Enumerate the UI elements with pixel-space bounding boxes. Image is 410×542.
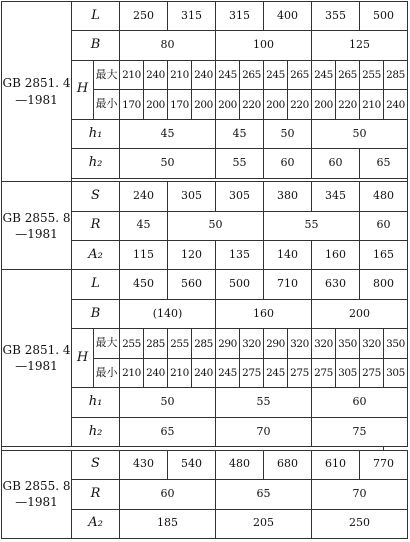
standard-code: GB 2851. 4 [2, 343, 71, 358]
value-cell: 610 [312, 450, 360, 479]
value-cell: 350 [336, 329, 360, 358]
value-cell: 200 [312, 299, 408, 328]
value-cell: 480 [216, 450, 264, 479]
value-cell: 210 [168, 358, 192, 387]
value-cell: 255 [360, 60, 384, 89]
value-cell: 220 [288, 90, 312, 119]
value-cell: 380 [264, 182, 312, 211]
value-cell: 255 [120, 329, 144, 358]
dimension-table [1, 1, 408, 539]
max-label: 最大 [94, 329, 120, 358]
value-cell: 285 [384, 60, 408, 89]
value-cell: 60 [120, 480, 216, 509]
value-cell: 200 [192, 90, 216, 119]
value-cell: 210 [168, 60, 192, 89]
row-L-1 [2, 2, 408, 31]
value-cell: 100 [216, 31, 312, 60]
param-label-A2: A₂ [72, 509, 120, 539]
value-cell: 140 [264, 241, 312, 270]
param-label-A2: A₂ [72, 241, 120, 270]
value-cell: 50 [312, 119, 408, 148]
value-cell: 255 [168, 329, 192, 358]
value-cell: 320 [312, 329, 336, 358]
value-cell: 185 [120, 509, 216, 539]
value-cell: 245 [264, 60, 288, 89]
param-label-B: B [72, 31, 120, 60]
value-cell: (140) [120, 299, 216, 328]
value-cell: 60 [264, 149, 312, 178]
value-cell: 350 [384, 329, 408, 358]
value-cell: 45 [120, 211, 168, 240]
value-cell: 285 [192, 329, 216, 358]
value-cell: 205 [216, 509, 312, 539]
value-cell: 60 [312, 388, 408, 417]
value-cell: 560 [168, 270, 216, 299]
param-label-S: S [72, 182, 120, 211]
value-cell: 305 [336, 358, 360, 387]
value-cell: 200 [312, 90, 336, 119]
value-cell: 265 [288, 60, 312, 89]
row-S-4 [2, 450, 408, 479]
value-cell: 630 [312, 270, 360, 299]
row-L-3 [2, 270, 408, 299]
param-label-h2: h₂ [72, 417, 120, 446]
value-cell: 220 [240, 90, 264, 119]
value-cell: 70 [312, 480, 408, 509]
value-cell: 50 [120, 149, 216, 178]
value-cell: 50 [120, 388, 216, 417]
value-cell: 245 [312, 60, 336, 89]
param-label-h2: h₂ [72, 149, 120, 178]
value-cell: 240 [120, 182, 168, 211]
min-label: 最小 [94, 358, 120, 387]
param-label-h1: h₁ [72, 119, 120, 148]
value-cell: 275 [240, 358, 264, 387]
value-cell: 240 [192, 60, 216, 89]
param-label-h1: h₁ [72, 388, 120, 417]
value-cell: 320 [240, 329, 264, 358]
value-cell: 75 [312, 417, 408, 446]
value-cell: 500 [216, 270, 264, 299]
value-cell: 285 [144, 329, 168, 358]
value-cell: 245 [264, 358, 288, 387]
value-cell: 160 [312, 241, 360, 270]
standard-cell-gb2851-b [2, 270, 72, 447]
value-cell: 680 [264, 450, 312, 479]
value-cell: 315 [216, 2, 264, 31]
value-cell: 540 [168, 450, 216, 479]
value-cell: 500 [360, 2, 408, 31]
value-cell: 305 [168, 182, 216, 211]
param-label-S: S [72, 450, 120, 479]
param-label-H: H [72, 60, 94, 119]
value-cell: 265 [336, 60, 360, 89]
value-cell: 245 [216, 60, 240, 89]
value-cell: 65 [360, 149, 408, 178]
value-cell: 115 [120, 241, 168, 270]
value-cell: 200 [216, 90, 240, 119]
min-label: 最小 [94, 90, 120, 119]
value-cell: 240 [192, 358, 216, 387]
standard-cell-gb2855-a [2, 182, 72, 270]
max-label: 最大 [94, 60, 120, 89]
value-cell: 50 [264, 119, 312, 148]
value-cell: 170 [120, 90, 144, 119]
value-cell: 345 [312, 182, 360, 211]
param-label-R: R [72, 211, 120, 240]
value-cell: 210 [120, 358, 144, 387]
param-label-L: L [72, 2, 120, 31]
value-cell: 250 [312, 509, 408, 539]
value-cell: 800 [360, 270, 408, 299]
value-cell: 450 [120, 270, 168, 299]
value-cell: 210 [360, 90, 384, 119]
value-cell: 315 [168, 2, 216, 31]
value-cell: 50 [168, 211, 264, 240]
standard-year: —1981 [15, 92, 58, 107]
value-cell: 55 [264, 211, 360, 240]
value-cell: 200 [144, 90, 168, 119]
value-cell: 430 [120, 450, 168, 479]
value-cell: 305 [216, 182, 264, 211]
value-cell: 60 [312, 149, 360, 178]
value-cell: 320 [360, 329, 384, 358]
value-cell: 65 [120, 417, 216, 446]
value-cell: 70 [216, 417, 312, 446]
value-cell: 65 [216, 480, 312, 509]
value-cell: 125 [312, 31, 408, 60]
value-cell: 160 [216, 299, 312, 328]
value-cell: 45 [120, 119, 216, 148]
value-cell: 240 [384, 90, 408, 119]
value-cell: 120 [168, 241, 216, 270]
value-cell: 240 [144, 60, 168, 89]
value-cell: 45 [216, 119, 264, 148]
value-cell: 275 [360, 358, 384, 387]
standard-code: GB 2855. 8 [2, 210, 71, 225]
value-cell: 355 [312, 2, 360, 31]
value-cell: 275 [288, 358, 312, 387]
value-cell: 80 [120, 31, 216, 60]
param-label-H: H [72, 329, 94, 388]
value-cell: 165 [360, 241, 408, 270]
standard-year: —1981 [15, 359, 58, 374]
standard-cell-gb2855-b [2, 450, 72, 538]
param-label-L: L [72, 270, 120, 299]
param-label-B: B [72, 299, 120, 328]
value-cell: 245 [216, 358, 240, 387]
value-cell: 320 [288, 329, 312, 358]
value-cell: 480 [360, 182, 408, 211]
row-S-2 [2, 182, 408, 211]
standard-year: —1981 [15, 226, 58, 241]
value-cell: 290 [264, 329, 288, 358]
standard-year: —1981 [15, 495, 58, 510]
value-cell: 400 [264, 2, 312, 31]
value-cell: 250 [120, 2, 168, 31]
value-cell: 710 [264, 270, 312, 299]
value-cell: 265 [240, 60, 264, 89]
value-cell: 220 [336, 90, 360, 119]
value-cell: 135 [216, 241, 264, 270]
param-label-R: R [72, 480, 120, 509]
value-cell: 55 [216, 149, 264, 178]
value-cell: 770 [360, 450, 408, 479]
value-cell: 170 [168, 90, 192, 119]
value-cell: 290 [216, 329, 240, 358]
standard-cell-gb2851-a [2, 2, 72, 182]
value-cell: 210 [120, 60, 144, 89]
value-cell: 305 [384, 358, 408, 387]
value-cell: 55 [216, 388, 312, 417]
value-cell: 60 [360, 211, 408, 240]
standard-code: GB 2855. 8 [2, 479, 71, 494]
value-cell: 240 [144, 358, 168, 387]
value-cell: 275 [312, 358, 336, 387]
value-cell: 200 [264, 90, 288, 119]
standard-code: GB 2851. 4 [2, 76, 71, 91]
